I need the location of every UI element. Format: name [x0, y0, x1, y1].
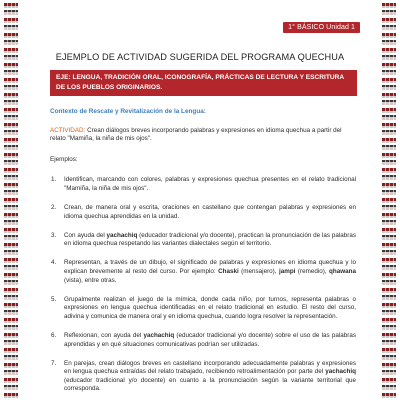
- list-item-text: [64, 332, 356, 349]
- text-run: Crean, de manera oral y escrita, oraciones en castellano que contengan palabras y expresiones en idioma quechua aprendidas en la unidad.: [64, 204, 356, 220]
- quechua-term: yachachiq: [106, 231, 138, 239]
- text-run: Reflexionan, con ayuda del: [64, 332, 144, 339]
- list-item: [50, 176, 356, 193]
- list-item-number: 3.: [51, 231, 57, 239]
- text-run: (educador tradicional y/o docente), practican la pronunciación de las palabras en idioma quechua respetando las variantes dialectales según el territorio.: [64, 231, 356, 248]
- eje-banner: EJE: LENGUA, TRADICIÓN ORAL, ICONOGRAFÍA, PRÁCTICAS DE LECTURA Y ESCRITURA DE LOS PUEBLOS ORIGINARIOS.: [50, 70, 357, 96]
- list-item-text: [64, 176, 356, 193]
- context-heading: Contexto de Rescate y Revitalización de la Lengua:: [50, 108, 206, 115]
- activity-content: [50, 108, 356, 400]
- list-item-number: 4.: [51, 259, 57, 267]
- list-item: [50, 259, 356, 285]
- text-run: Grupalmente realizan el juego de la mímica, donde cada niño, por turnos, representa palabras o expresiones en lengua quechua identificadas en el relato tradicional en estudio. El resto del curso, adivina y comunica de manera oral y en idioma quechua, cuando logra resolver la representación.: [64, 295, 356, 320]
- list-item-number: 2.: [51, 204, 57, 212]
- decorative-border-right: [382, 0, 396, 400]
- list-item-text: [64, 296, 356, 322]
- text-run: (mensajero),: [238, 268, 279, 276]
- list-item: [50, 232, 356, 249]
- list-item-number: 6.: [51, 332, 57, 339]
- text-run: (vista), entre otras.: [64, 276, 117, 284]
- text-run: Identifican, marcando con colores, palabras y expresiones quechua presentes en el relato tradicional "Mamiña, la niña de mis ojos".: [64, 176, 356, 192]
- text-run: (educador tradicional y/o docente) en cuanto a la pronunciación según la variante territorial que corresponda.: [64, 376, 356, 393]
- list-item: [50, 332, 356, 349]
- quechua-term: jampi: [278, 268, 296, 276]
- decorative-border-left: [4, 0, 18, 400]
- examples-list: [50, 176, 356, 394]
- list-item-number: 5.: [51, 295, 57, 303]
- text-run: (remedio),: [295, 268, 330, 276]
- activity-paragraph: [50, 127, 356, 144]
- list-item-text: [64, 259, 356, 285]
- list-item: [50, 296, 356, 322]
- text-run: Con ayuda del: [64, 231, 107, 239]
- quechua-term: yachachiq: [325, 368, 356, 376]
- text-run: En parejas, crean diálogos breves en castellano incorporando adecuadamente palabras y expresiones en lengua quechua extraídas del relato trabajado, recibiendo retroalimentación por parte del: [64, 359, 356, 376]
- quechua-term: yachachiq: [143, 332, 175, 339]
- list-item-number: 1.: [51, 176, 57, 184]
- examples-label: Ejemplos:: [50, 155, 78, 163]
- list-item: [50, 204, 356, 221]
- activity-label: ACTIVIDAD:: [50, 126, 86, 134]
- list-item-number: 7.: [51, 359, 57, 367]
- list-item: [50, 360, 356, 394]
- activity-text: Crean diálogos breves incorporando palabras y expresiones en idioma quechua a partir del relato "Mamiña, la niña de mis ojos".: [50, 126, 342, 143]
- list-item-text: [64, 204, 356, 221]
- quechua-term: qhawana: [329, 268, 356, 276]
- grade-unit-badge: 1° BÁSICO Unidad 1: [283, 22, 360, 33]
- text-run: (educador tradicional y/o docente) sobre el uso de las palabras aprendidas y en qué situaciones comunicativas podrían ser utilizadas.: [64, 332, 356, 348]
- page-title: EJEMPLO DE ACTIVIDAD SUGERIDA DEL PROGRAMA QUECHUA: [55, 52, 345, 62]
- quechua-term: Chaski: [218, 268, 239, 276]
- list-item-text: [64, 360, 356, 394]
- list-item-text: [64, 232, 356, 249]
- text-run: Representan, a través de un dibujo, el significado de palabras y expresiones en idioma quechua y lo explican brevemente al resto del curso. Por ejemplo:: [64, 259, 356, 276]
